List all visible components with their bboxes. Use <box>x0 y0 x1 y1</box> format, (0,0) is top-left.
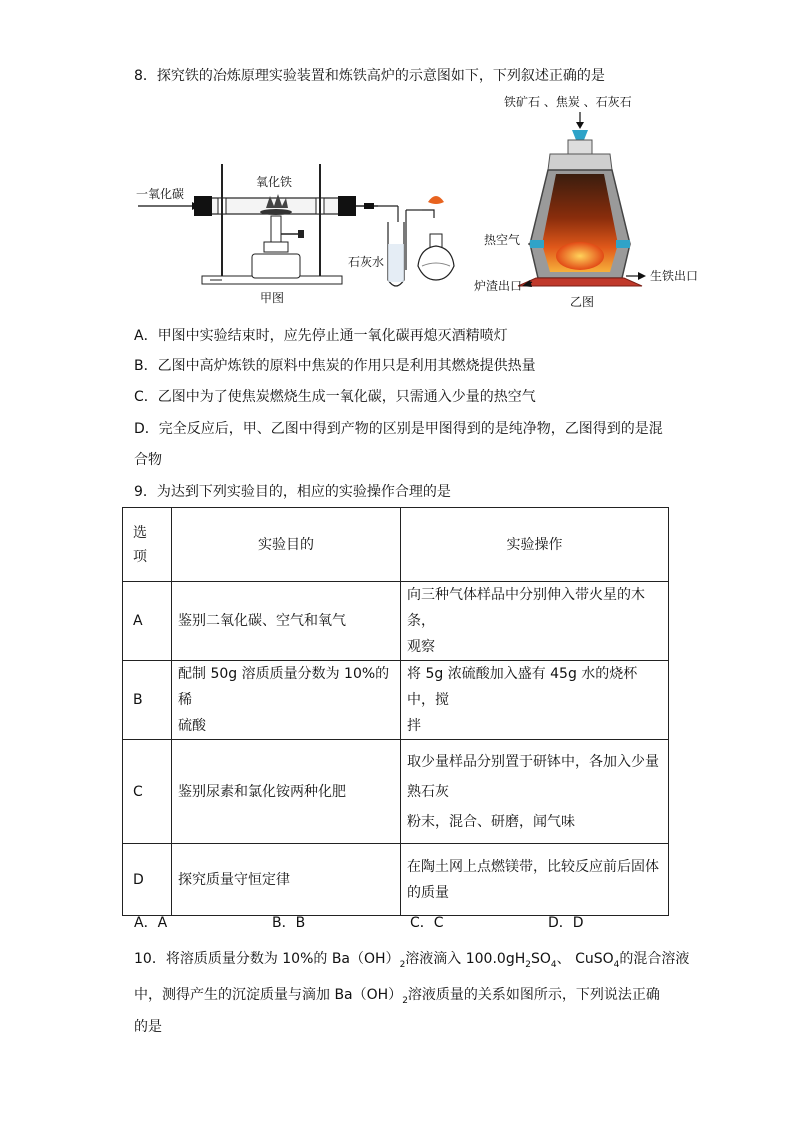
hot-air-inlet-left <box>530 240 544 248</box>
q8-option-d-cont: 合物 <box>134 452 162 468</box>
q9-choice-c: C．C <box>410 915 444 931</box>
fig-a-caption: 甲图 <box>260 291 285 305</box>
iron-oxide-powder <box>260 209 292 215</box>
slag-outlet-label: 炉渣出口 <box>474 279 523 293</box>
row-d-goal: 探究质量守恒定律 <box>172 844 401 916</box>
q8-option-d: D．完全反应后，甲、乙图中得到产物的区别是甲图得到的是纯净物，乙图得到的是混 <box>134 421 663 437</box>
ore-label: 铁矿石 、焦炭 、石灰石 <box>504 95 632 109</box>
table-row <box>123 740 669 844</box>
q10-line-3: 的是 <box>134 1019 162 1035</box>
co-label: 一氧化碳 <box>136 187 185 201</box>
flame-icon <box>266 194 288 208</box>
row-a-operation: 向三种气体样品中分别伸入带火星的木条， 观察 <box>401 582 669 661</box>
q9-choice-b: B．B <box>272 915 306 931</box>
row-c-operation: 取少量样品分别置于研钵中，各加入少量 熟石灰 粉末，混合、研磨，闻气味 <box>401 740 669 844</box>
q8-option-c: C．乙图中为了使焦炭燃烧生成一氧化碳，只需通入少量的热空气 <box>134 389 536 405</box>
q8-option-b: B．乙图中高炉炼铁的原料中焦炭的作用只是利用其燃烧提供热量 <box>134 358 536 374</box>
hot-air-label: 热空气 <box>484 233 521 247</box>
blast-furnace-figure-b <box>474 94 698 309</box>
iron-smelting-figure <box>130 94 699 314</box>
table-row <box>123 582 669 661</box>
apparatus-figure-a <box>136 164 454 305</box>
q8-option-a: A．甲图中实验结束时，应先停止通一氧化碳再熄灭酒精喷灯 <box>134 328 508 344</box>
fe2o3-label: 氧化铁 <box>256 175 293 189</box>
row-d-option: D <box>123 844 172 916</box>
row-b-option: B <box>123 661 172 740</box>
furnace-hearth <box>518 278 642 286</box>
row-c-option: C <box>123 740 172 844</box>
q9-choice-a: A．A <box>134 915 168 931</box>
hopper-icon <box>572 130 588 140</box>
table-row <box>123 661 669 740</box>
hot-air-inlet-right <box>616 240 630 248</box>
table-row <box>123 844 669 916</box>
row-b-operation: 将 5g 浓硫酸加入盛有 45g 水的烧杯中，搅 拌 <box>401 661 669 740</box>
fig-b-caption: 乙图 <box>570 295 595 309</box>
stopper-right <box>338 196 356 216</box>
tail-gas-flame-icon <box>428 196 444 204</box>
header-goal: 实验目的 <box>172 508 401 582</box>
combustion-zone <box>556 242 604 270</box>
pig-iron-outlet-label: 生铁出口 <box>650 269 699 283</box>
q9-choice-d: D．D <box>548 915 584 931</box>
q9-table <box>122 507 669 916</box>
row-a-goal: 鉴别二氧化碳、空气和氧气 <box>172 582 401 661</box>
q8-stem: 8．探究铁的冶炼原理实验装置和炼铁高炉的示意图如下，下列叙述正确的是 <box>134 68 605 84</box>
row-d-operation: 在陶土网上点燃镁带，比较反应前后固体 的质量 <box>401 844 669 916</box>
header-operation: 实验操作 <box>401 508 669 582</box>
row-a-option: A <box>123 582 172 661</box>
row-b-goal: 配制 50g 溶质质量分数为 10%的稀 硫酸 <box>172 661 401 740</box>
q10-line-1: 10．将溶质质量分数为 10%的 $Ba(OH)_2$溶液滴入 $100.0gH_2SO_4$、 CuSO$_4$的混合溶液 <box>134 951 690 970</box>
row-c-goal: 鉴别尿素和氯化铵两种化肥 <box>172 740 401 844</box>
q10-line-2: 中，测得产生的沉淀质量与滴加 $Ba(OH)_2$溶液质量的关系如图所示，下列说法正确 <box>134 987 660 1006</box>
stopper-left <box>194 196 212 216</box>
q9-stem: 9．为达到下列实验目的，相应的实验操作合理的是 <box>134 484 451 500</box>
header-option: 选 项 <box>123 508 172 582</box>
table-header-row <box>123 508 669 582</box>
limewater-label: 石灰水 <box>348 255 385 269</box>
spirit-blowtorch <box>252 254 300 278</box>
